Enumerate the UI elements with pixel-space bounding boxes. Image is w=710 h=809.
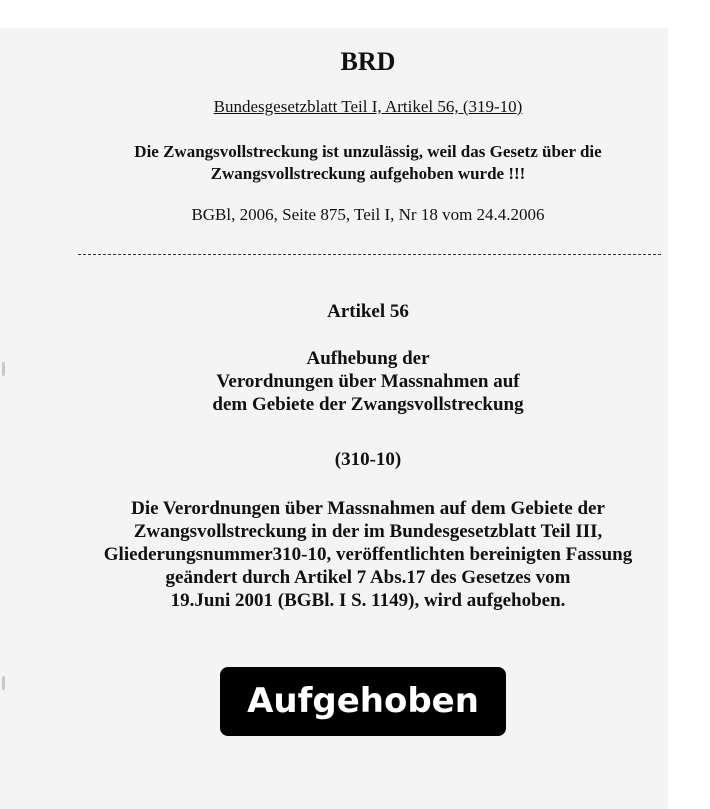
heading-line: Aufhebung der (306, 348, 430, 369)
top-margin (0, 0, 668, 28)
article-title: Artikel 56 (327, 301, 409, 322)
dashed-divider (78, 254, 661, 255)
repealed-stamp: Aufgehoben (220, 667, 506, 736)
article-heading (0, 347, 710, 416)
body-line: Zwangsvollstreckung in der im Bundesgesetzblatt Teil III, (133, 521, 603, 542)
scan-mark (2, 676, 5, 690)
notice-line: Zwangsvollstreckung aufgehoben wurde !!! (210, 164, 526, 183)
article-body (0, 497, 710, 612)
article-code: (310-10) (334, 449, 402, 470)
enforcement-notice (0, 141, 710, 185)
bgbl-citation: BGBl, 2006, Seite 875, Teil I, Nr 18 vom 24.4.2006 (191, 205, 545, 224)
law-reference: Bundesgesetzblatt Teil I, Artikel 56, (319-10) (213, 97, 523, 116)
body-line: Gliederungsnummer310-10, veröffentlichten bereinigten Fassung (103, 544, 633, 565)
notice-line: Die Zwangsvollstreckung ist unzulässig, weil das Gesetz über die (134, 142, 602, 161)
body-line: Die Verordnungen über Massnahmen auf dem Gebiete der (131, 498, 605, 519)
heading-line: Verordnungen über Massnahmen auf (216, 371, 520, 392)
heading-line: dem Gebiete der Zwangsvollstreckung (212, 394, 524, 415)
body-line: geändert durch Artikel 7 Abs.17 des Gesetzes vom (165, 567, 571, 588)
body-line: 19.Juni 2001 (BGBl. I S. 1149), wird aufgehoben. (170, 590, 566, 611)
document-title: BRD (340, 47, 396, 76)
